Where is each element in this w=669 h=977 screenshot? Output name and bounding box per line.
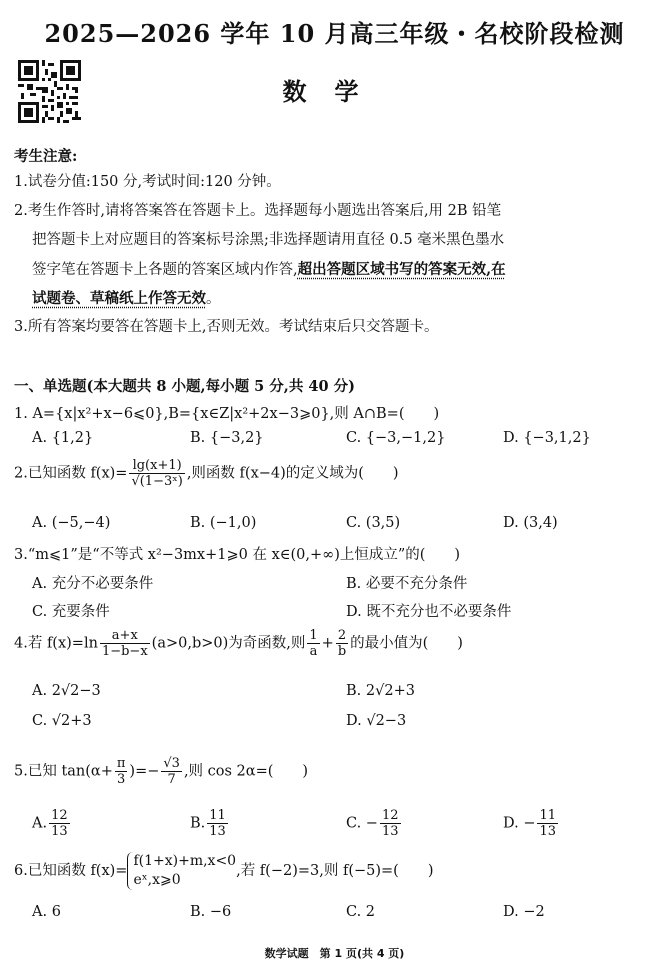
- question-6-option-a: A. 6: [32, 904, 61, 920]
- question-5-option-c: [346, 808, 403, 839]
- q5-b-pre: B.: [190, 815, 206, 832]
- notice-item-2-line-3: [32, 255, 506, 285]
- q5-d-pre: D. −: [503, 815, 536, 832]
- q6-post: ,若 f(−2)=3,则 f(−5)=( ): [236, 863, 434, 879]
- question-3-stem: 3.“m⩽1”是“不等式 x²−3mx+1⩾0 在 x∈(0,+∞)上恒成立”的( ): [14, 547, 461, 563]
- q2-denominator: √(1−3ˣ): [131, 474, 183, 489]
- q5-pi-fraction: [115, 756, 128, 787]
- q5-c-pre: C. −: [346, 815, 378, 832]
- notice-item-2-line-4: [32, 284, 221, 314]
- q5-d-num: 11: [539, 808, 557, 823]
- question-1-option-c: C. {−3,−1,2}: [346, 430, 446, 446]
- q4-fraction-2: [336, 628, 348, 659]
- question-5-stem: [14, 756, 308, 787]
- question-1-option-a: A. {1,2}: [32, 430, 94, 446]
- q5-c-num: 12: [381, 808, 399, 823]
- q5-b-num: 11: [209, 808, 226, 823]
- q2-numerator: lg(x+1): [129, 458, 184, 474]
- q5-a-frac: [49, 808, 70, 839]
- q5-pi-num: π: [116, 756, 126, 771]
- question-1-option-b: B. {−3,2}: [190, 430, 264, 446]
- q4-fraction-1: [307, 628, 319, 659]
- q5-b-frac: [207, 808, 228, 839]
- question-1-option-d: D. {−3,1,2}: [503, 430, 591, 446]
- q4-f1-num: 1: [309, 628, 318, 643]
- question-6-stem: [14, 852, 433, 890]
- q5-post: ,则 cos 2α=( ): [183, 763, 309, 780]
- section-heading: 一、单选题(本大题共 8 小题,每小题 5 分,共 40 分): [14, 378, 355, 395]
- q5-pi-den: 3: [116, 772, 126, 787]
- question-3-option-a: A. 充分不必要条件: [32, 576, 154, 592]
- q5-pre: 5.已知 tan(α+: [14, 763, 113, 780]
- q5-a-den: 13: [51, 824, 68, 839]
- q4-post: 的最小值为( ): [350, 635, 463, 652]
- page-footer: 数学试题 第 1 页(共 4 页): [264, 947, 405, 960]
- q4-pre: 4.若 f(x)=ln: [14, 635, 98, 652]
- q6-case-1: f(1+x)+m,x<0: [133, 853, 237, 869]
- q4-f2-num: 2: [336, 628, 348, 644]
- question-4-option-c: C. √2+3: [32, 713, 92, 729]
- question-6-option-d: D. −2: [503, 904, 545, 920]
- question-2-option-b: B. (−1,0): [190, 515, 257, 531]
- q5-root-den: 7: [167, 772, 176, 787]
- q5-mid: )=−: [129, 763, 160, 780]
- q5-c-frac: [380, 808, 401, 839]
- notice-heading: 考生注意:: [14, 148, 78, 165]
- question-4-stem: [14, 628, 463, 659]
- question-2-option-d: D. (3,4): [503, 515, 558, 531]
- q6-piecewise: [127, 852, 236, 890]
- question-3-option-b: B. 必要不充分条件: [346, 576, 468, 592]
- q5-root-fraction: [161, 756, 182, 787]
- question-5-option-d: [503, 808, 560, 839]
- question-6-option-b: B. −6: [190, 904, 232, 920]
- q5-d-den: 13: [539, 824, 557, 839]
- question-2-option-a: A. (−5,−4): [32, 515, 111, 531]
- q5-b-den: 13: [209, 824, 226, 839]
- exam-title: 2025—2026 学年 10 月高三年级・名校阶段检测: [44, 19, 625, 48]
- q4-denominator: 1−b−x: [101, 644, 148, 659]
- notice-emphasis-text: 超出答题区域书写的答案无效,在: [297, 261, 506, 278]
- notice-item-3: 3.所有答案均要答在答题卡上,否则无效。考试结束后只交答题卡。: [14, 319, 439, 335]
- q5-a-pre: A.: [32, 815, 48, 832]
- subject-title: 数学: [282, 77, 387, 106]
- q4-f1-den: a: [309, 644, 318, 659]
- q6-pre: 6.已知函数 f(x)=: [14, 863, 128, 879]
- q4-mid: (a>0,b>0)为奇函数,则: [151, 635, 306, 652]
- q4-plus: +: [321, 635, 334, 652]
- q5-a-num: 12: [51, 808, 68, 823]
- question-3-option-d: D. 既不充分也不必要条件: [346, 604, 512, 620]
- question-1-stem: 1. A={x|x²+x−6⩽0},B={x∈Z|x²+2x−3⩾0},则 A∩B=( ): [14, 406, 440, 422]
- notice-item-2-line-2: 把答题卡上对应题目的答案标号涂黑;非选择题请用直径 0.5 毫米黑色墨水: [32, 232, 505, 248]
- question-4-option-a: A. 2√2−3: [32, 683, 101, 699]
- notice-item-2-line-1: 2.考生作答时,请将答案答在答题卡上。选择题每小题选出答案后,用 2B 铅笔: [14, 203, 502, 219]
- question-5-option-a: [32, 808, 72, 839]
- q5-d-frac: [537, 808, 558, 839]
- q2-pre: 2.已知函数 f(x)=: [14, 465, 128, 482]
- q5-root-num: √3: [163, 756, 180, 771]
- q2-post: ,则函数 f(x−4)的定义域为( ): [186, 465, 399, 482]
- notice-emphasis-text-2: 试题卷、草稿纸上作答无效: [32, 290, 206, 307]
- question-2-stem: [14, 458, 399, 489]
- q4-numerator: a+x: [100, 628, 150, 644]
- notice-period: 。: [206, 291, 221, 307]
- question-4-option-d: D. √2−3: [346, 713, 407, 729]
- notice-plain-text: 签字笔在答题卡上各题的答案区域内作答,: [32, 262, 298, 278]
- q5-c-den: 13: [381, 824, 399, 839]
- q2-fraction: [129, 458, 184, 489]
- notice-item-1: 1.试卷分值:150 分,考试时间:120 分钟。: [14, 174, 281, 190]
- question-6-option-c: C. 2: [346, 904, 376, 920]
- question-3-option-c: C. 充要条件: [32, 604, 110, 620]
- question-4-option-b: B. 2√2+3: [346, 683, 415, 699]
- question-2-option-c: C. (3,5): [346, 515, 401, 531]
- q6-case-2: eˣ,x⩾0: [133, 872, 181, 888]
- q4-fraction: [100, 628, 150, 659]
- question-5-option-b: [190, 808, 230, 839]
- q4-f2-den: b: [337, 644, 347, 659]
